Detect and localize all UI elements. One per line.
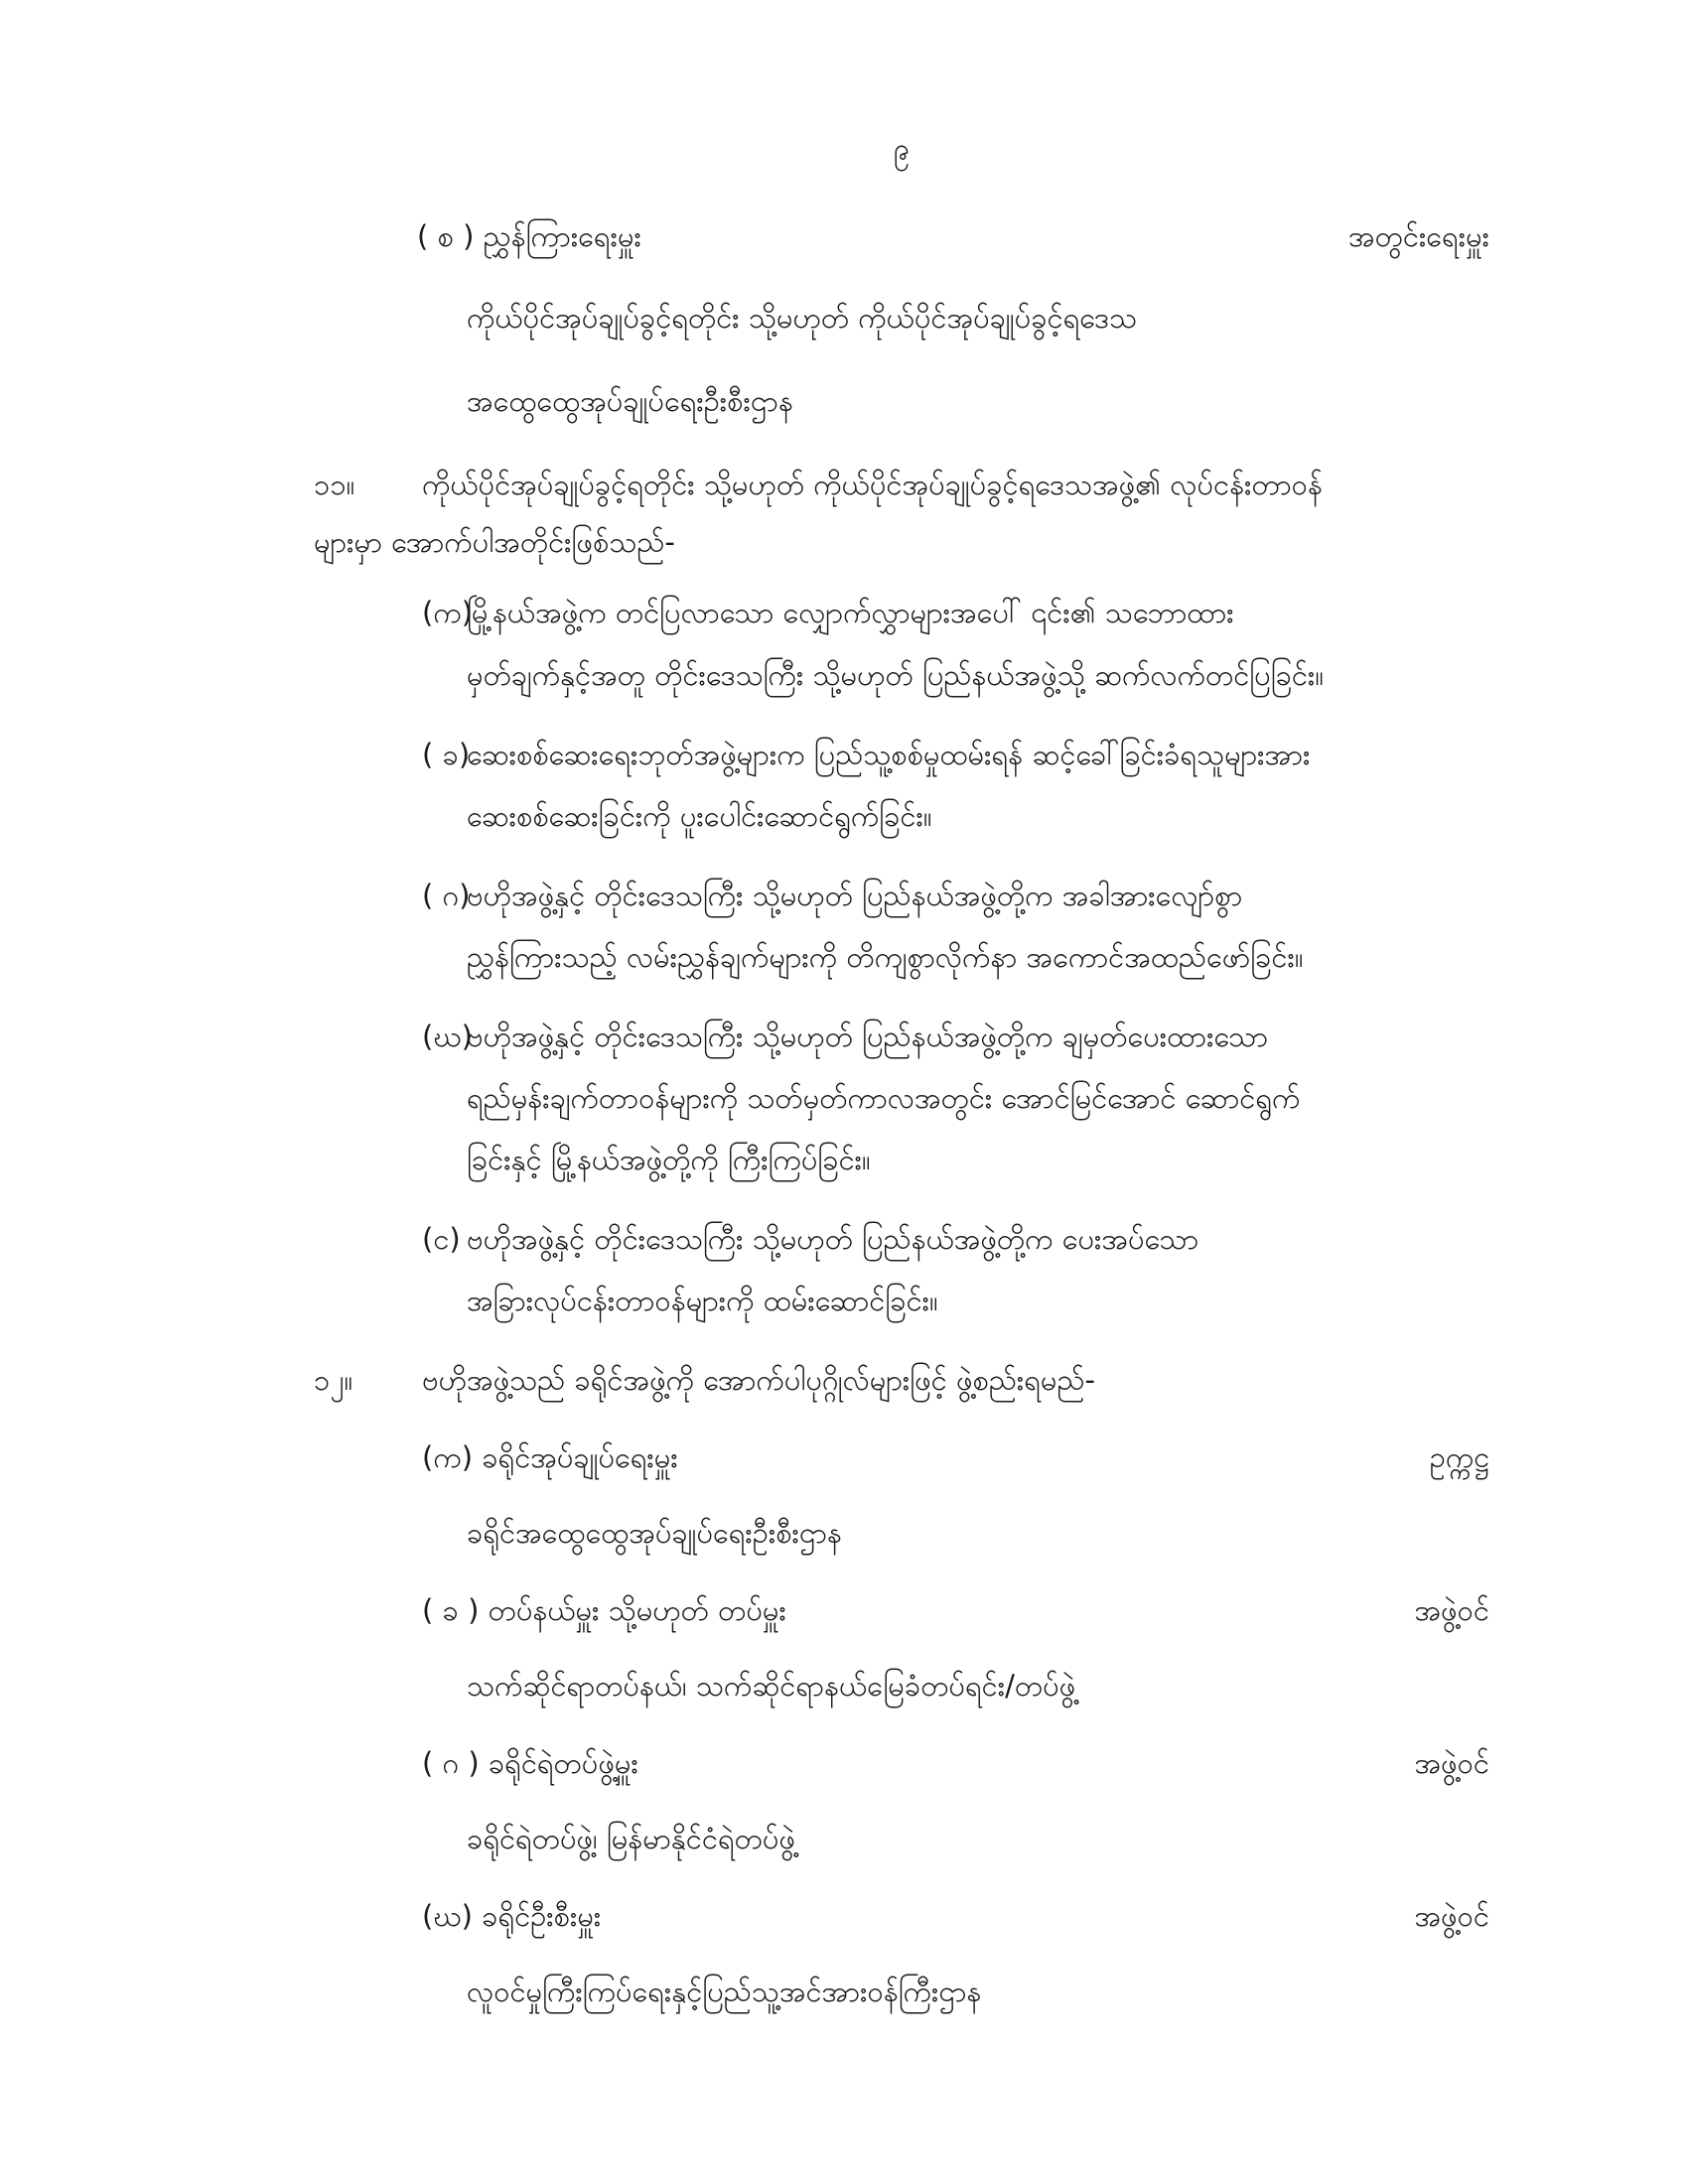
para12-member-detail: ခရိုင်ရဲတပ်ဖွဲ့၊ မြန်မာနိုင်ငံရဲတပ်ဖွဲ့	[467, 1822, 795, 1855]
para12-member-detail: သက်ဆိုင်ရာတပ်နယ်၊ သက်ဆိုင်ရာနယ်မြေခံတပ်ရင်း/တပ်ဖွဲ့	[467, 1669, 1076, 1703]
para12-member-role: ဥက္ကဋ္ဌ	[1429, 1440, 1489, 1474]
para12-member-label: ( ဂ ) ခရိုင်ရဲတပ်ဖွဲ့မှူး	[422, 1746, 638, 1780]
para11-item-label: (က)	[422, 596, 474, 629]
page-number: ၉	[894, 132, 911, 166]
para11-item-line: ဗဟိုအဖွဲ့နှင့် တိုင်းဒေသကြီး သို့မဟုတ် ပြည်နယ်အဖွဲ့တို့က ပေးအပ်သော	[467, 1222, 1199, 1256]
para12-member-label: (ဃ) ခရိုင်ဦးစီးမှူး	[422, 1899, 602, 1933]
para12-member-detail: ခရိုင်အထွေထွေအုပ်ချုပ်ရေးဦးစီးဌာန	[467, 1516, 842, 1550]
para11-item-label: ( ဂ)	[422, 879, 471, 912]
para11-line1: ကိုယ်ပိုင်အုပ်ချုပ်ခွင့်ရတိုင်း သို့မဟုတ် ကိုယ်ပိုင်အုပ်ချုပ်ခွင့်ရဒေသအဖွဲ့၏ လုပ်ငန်းတာဝန်	[422, 468, 1323, 501]
para12-member-detail: လူဝင်မှုကြီးကြပ်ရေးနှင့်ပြည်သူ့အင်အားဝန်ကြီးဌာန	[467, 1975, 982, 2008]
para11-item-line: ဆေးစစ်ဆေးရေးဘုတ်အဖွဲ့များက ပြည်သူ့စစ်မှုထမ်းရန် ဆင့်ခေါ်ခြင်းခံရသူများအား	[467, 738, 1311, 771]
section-e-label: ( စ ) ညွှန်ကြားရေးမှူး	[417, 219, 641, 253]
para11-item-label: (င)	[422, 1222, 461, 1256]
para12-member-role: အဖွဲ့ဝင်	[1414, 1593, 1489, 1627]
section-e-line2: အထွေထွေအုပ်ချုပ်ရေးဦးစီးဌာန	[467, 384, 793, 418]
para11-item-line: ခြင်းနှင့် မြို့နယ်အဖွဲ့တို့ကို ကြီးကြပ်ခြင်း။	[467, 1143, 871, 1176]
para12-member-label: ( ခ ) တပ်နယ်မှူး သို့မဟုတ် တပ်မှူး	[422, 1593, 786, 1627]
section-e-role: အတွင်းရေးမှူး	[1348, 219, 1489, 253]
section-e-line1: ကိုယ်ပိုင်အုပ်ချုပ်ခွင့်ရတိုင်း သို့မဟုတ် ကိုယ်ပိုင်အုပ်ချုပ်ခွင့်ရဒေသ	[467, 301, 1138, 335]
para11-item-line: ဗဟိုအဖွဲ့နှင့် တိုင်းဒေသကြီး သို့မဟုတ် ပြည်နယ်အဖွဲ့တို့က ချမှတ်ပေးထားသော	[467, 1020, 1269, 1053]
para12-member-label: (က) ခရိုင်အုပ်ချုပ်ရေးမှူး	[422, 1440, 678, 1474]
para11-item-line: မြို့နယ်အဖွဲ့က တင်ပြလာသော လျှောက်လွှာများအပေါ် ၎င်း၏ သဘောထား	[467, 596, 1234, 629]
para11-item-line: ရည်မှန်းချက်တာဝန်များကို သတ်မှတ်ကာလအတွင်း အောင်မြင်အောင် ဆောင်ရွက်	[467, 1081, 1301, 1115]
para11-item-line: အခြားလုပ်ငန်းတာဝန်များကို ထမ်းဆောင်ခြင်း။	[467, 1284, 938, 1317]
para11-number: ၁၁။	[314, 468, 355, 501]
para11-item-line: ဗဟိုအဖွဲ့နှင့် တိုင်းဒေသကြီး သို့မဟုတ် ပြည်နယ်အဖွဲ့တို့က အခါအားလျော်စွာ	[467, 879, 1243, 912]
para11-item-line: ဆေးစစ်ဆေးခြင်းကို ပူးပေါင်းဆောင်ရွက်ခြင်း။	[467, 799, 932, 833]
para12-member-role: အဖွဲ့ဝင်	[1414, 1746, 1489, 1780]
para11-line2: များမှာ အောက်ပါအတိုင်းဖြစ်သည်-	[314, 525, 675, 559]
para12-intro: ဗဟိုအဖွဲ့သည် ခရိုင်အဖွဲ့ကို အောက်ပါပုဂ္ဂိုလ်များဖြင့် ဖွဲ့စည်းရမည်-	[422, 1363, 1095, 1397]
para12-member-role: အဖွဲ့ဝင်	[1414, 1899, 1489, 1933]
para11-item-label: ( ခ)	[422, 738, 471, 771]
para11-item-label: (ဃ)	[422, 1020, 473, 1053]
para11-item-line: မှတ်ချက်နှင့်အတူ တိုင်းဒေသကြီး သို့မဟုတ် ပြည်နယ်အဖွဲ့သို့ ဆက်လက်တင်ပြခြင်း။	[467, 658, 1325, 692]
para12-number: ၁၂။	[314, 1363, 353, 1397]
para11-item-line: ညွှန်ကြားသည့် လမ်းညွှန်ချက်များကို တိကျစွာလိုက်နာ အကောင်အထည်ဖော်ခြင်း။	[467, 940, 1304, 974]
